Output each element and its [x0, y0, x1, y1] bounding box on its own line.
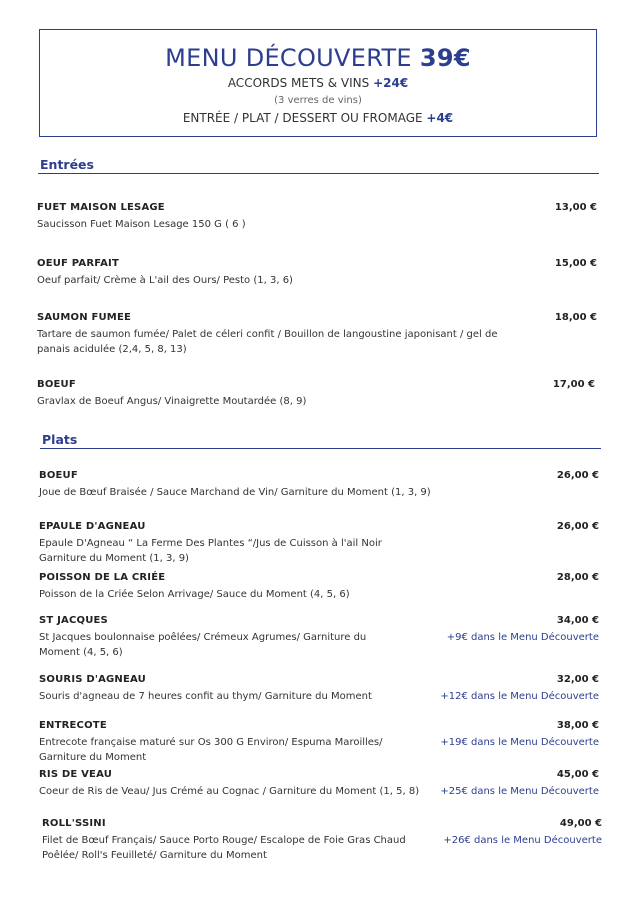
item-name: SAUMON FUMEE: [37, 312, 132, 323]
section-divider: [38, 173, 599, 174]
item-name: EPAULE D'AGNEAU: [39, 521, 146, 532]
item-name: ST JACQUES: [39, 615, 108, 626]
item-description: Filet de Bœuf Français/ Sauce Porto Rouge/ Escalope de Foie Gras Chaud Poêlée/ Roll's Feuilleté/ Garniture du Moment: [42, 835, 406, 861]
item-name: ROLL'SSINI: [42, 818, 106, 829]
item-description: Epaule D'Agneau “ La Ferme Des Plantes “/Jus de Cuisson à l'ail Noir Garniture du Moment (1, 3, 9): [39, 538, 382, 564]
menu-decouverte-supplement: +25€ dans le Menu Découverte: [440, 786, 599, 797]
item-description: Tartare de saumon fumée/ Palet de céleri confit / Bouillon de langoustine japonisant / gel de panais acidulée (2,4, 5, 8, 13): [37, 329, 498, 355]
item-name: POISSON DE LA CRIÉE: [39, 572, 166, 583]
item-price: 32,00 €: [556, 674, 599, 685]
promo-pairing: ACCORDS METS & VINS +24€: [227, 76, 409, 90]
item-price: 26,00 €: [556, 470, 599, 481]
menu-decouverte-supplement: +12€ dans le Menu Découverte: [440, 691, 599, 702]
item-name: SOURIS D'AGNEAU: [39, 674, 146, 685]
item-price: 18,00 €: [554, 312, 597, 323]
menu-decouverte-box: [39, 29, 597, 137]
item-price: 15,00 €: [554, 258, 597, 269]
item-description: Coeur de Ris de Veau/ Jus Crémé au Cognac / Garniture du Moment (1, 5, 8): [39, 786, 420, 797]
item-price: 38,00 €: [556, 720, 599, 731]
promo-pairing-note: (3 verres de vins): [274, 95, 362, 106]
menu-decouverte-supplement: +19€ dans le Menu Découverte: [440, 737, 599, 748]
item-price: 26,00 €: [556, 521, 599, 532]
menu-decouverte-supplement: +9€ dans le Menu Découverte: [446, 632, 599, 643]
promo-title: MENU DÉCOUVERTE 39€: [165, 44, 471, 72]
menu-decouverte-supplement: +26€ dans le Menu Découverte: [443, 835, 602, 846]
item-description: Poisson de la Criée Selon Arrivage/ Sauce du Moment (4, 5, 6): [39, 589, 350, 600]
section-divider: [40, 448, 601, 449]
item-description: Oeuf parfait/ Crème à L'ail des Ours/ Pesto (1, 3, 6): [37, 275, 293, 286]
item-description: Entrecote française maturé sur Os 300 G Environ/ Espuma Maroilles/ Garniture du Moment: [39, 737, 383, 763]
section-heading-entrees: Entrées: [40, 157, 94, 172]
item-description: Souris d'agneau de 7 heures confit au thym/ Garniture du Moment: [39, 691, 372, 702]
item-name: BOEUF: [39, 470, 78, 481]
item-description: Saucisson Fuet Maison Lesage 150 G ( 6 ): [37, 219, 246, 230]
item-price: 13,00 €: [554, 202, 597, 213]
promo-options: ENTRÉE / PLAT / DESSERT OU FROMAGE +4€: [182, 111, 454, 125]
promo-price: 39€: [419, 44, 471, 72]
item-price: 17,00 €: [552, 379, 595, 390]
item-price: 34,00 €: [556, 615, 599, 626]
item-name: ENTRECOTE: [39, 720, 107, 731]
item-name: FUET MAISON LESAGE: [37, 202, 165, 213]
item-name: BOEUF: [37, 379, 76, 390]
item-price: 49,00 €: [559, 818, 602, 829]
promo-pairing-price: +24€: [373, 76, 409, 90]
item-description: St Jacques boulonnaise poêlées/ Crémeux Agrumes/ Garniture du Moment (4, 5, 6): [39, 632, 367, 658]
item-price: 45,00 €: [556, 769, 599, 780]
item-name: RIS DE VEAU: [39, 769, 113, 780]
promo-options-price: +4€: [426, 111, 454, 125]
item-name: OEUF PARFAIT: [37, 258, 119, 269]
item-price: 28,00 €: [556, 572, 599, 583]
item-description: Gravlax de Boeuf Angus/ Vinaigrette Moutardée (8, 9): [37, 396, 307, 407]
item-description: Joue de Bœuf Braisée / Sauce Marchand de Vin/ Garniture du Moment (1, 3, 9): [39, 487, 431, 498]
section-heading-plats: Plats: [42, 432, 78, 447]
